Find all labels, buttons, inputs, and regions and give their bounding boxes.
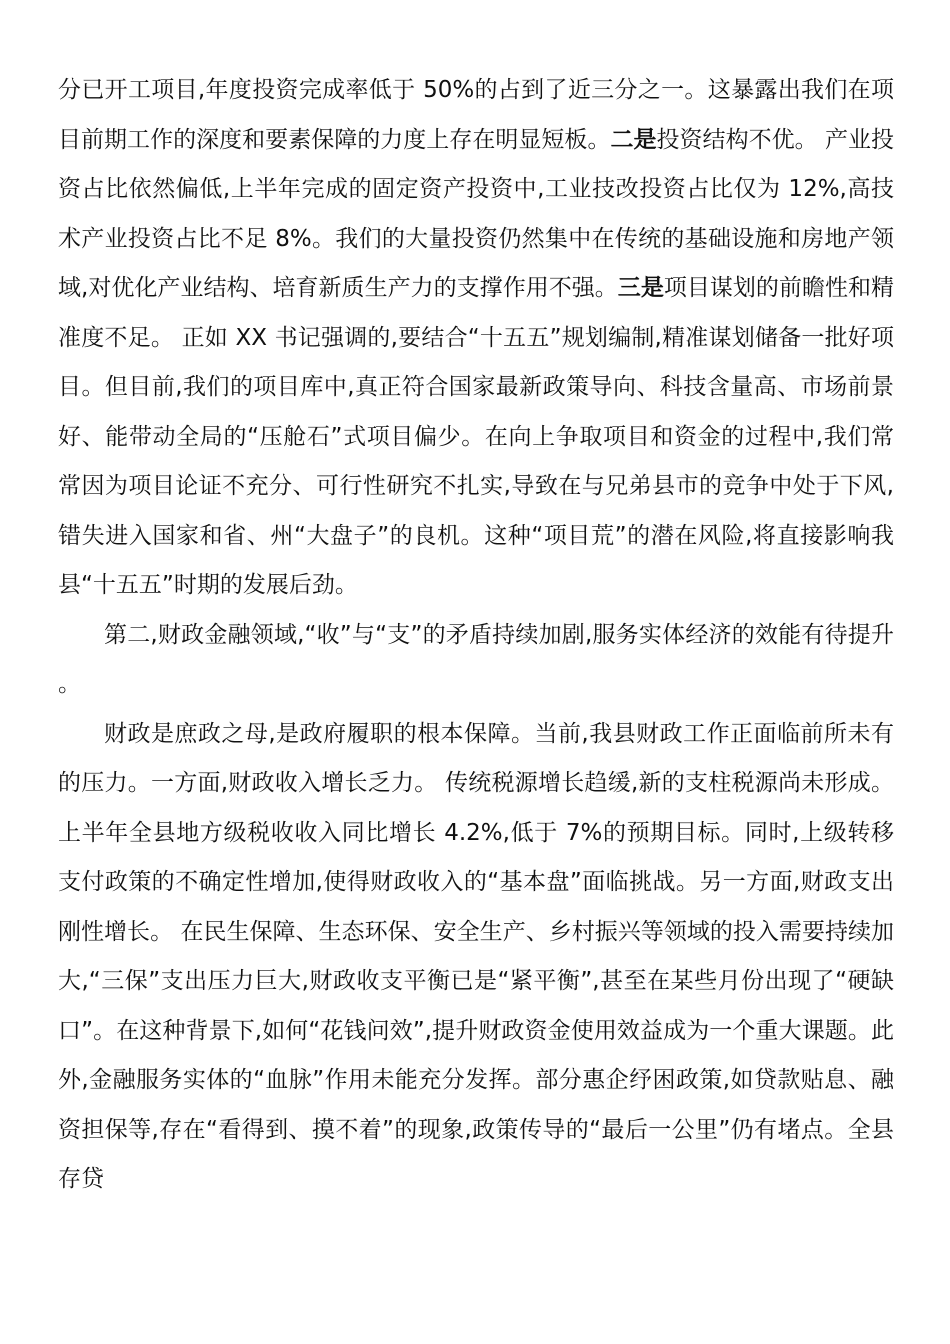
bold-marker-third: 三是	[617, 275, 664, 301]
bold-marker-second: 二是	[610, 126, 657, 153]
paragraph-finance-heading: 第二,财政金融领域,“收”与“支”的矛盾持续加剧,服务实体经济的效能有待提升。	[58, 621, 894, 697]
text-run: 投资结构不优。 产业投资占比依然偏低,上半年完成的固定资产投资中,工业技改投资占比仅为 12%,高技术产业投资占比不足 8%。我们的大量投资仍然集中在传统的基础设施和房地产领域,对优化产业结构、培育新质生产力的支撑作用不强。	[58, 126, 895, 301]
document-page	[58, 66, 894, 1205]
text-run: 项目谋划的前瞻性和精准度不足。 正如 XX 书记强调的,要结合“十五五”规划编制,精准谋划储备一批好项目。但目前,我们的项目库中,真正符合国家最新政策导向、科技含量高、市场前景好、能带动全局的“压舱石”式项目偏少。在向上争取项目和资金的过程中,我们常常因为项目论证不充分、可行性研究不扎实,导致在与兄弟县市的竞争中处于下风,错失进入国家和省、州“大盘子”的良机。这种“项目荒”的潜在风险,将直接影响我县“十五五”时期的发展后劲。	[58, 275, 895, 598]
text-run: 分已开工项目,年度投资完成率低于 50%的占到了近三分之一。这暴露出我们在项目前期工作的深度和要素保障的力度上存在明显短板。	[58, 77, 894, 153]
paragraph-project-investment	[58, 66, 894, 611]
paragraph-finance-body: 财政是庶政之母,是政府履职的根本保障。当前,我县财政工作正面临前所未有的压力。一方面,财政收入增长乏力。 传统税源增长趋缓,新的支柱税源尚未形成。上半年全县地方级税收收入同比增长 4.2%,低于 7%的预期目标。同时,上级转移支付政策的不确定性增加,使得财政收入的“基本盘”面临挑战。另一方面,财政支出刚性增长。 在民生保障、生态环保、安全生产、乡村振兴等领域的投入需要持续加大,“三保”支出压力巨大,财政收支平衡已是“紧平衡”,甚至在某些月份出现了“硬缺口”。在这种背景下,如何“花钱问效”,提升财政资金使用效益成为一个重大课题。此外,金融服务实体的“血脉”作用未能充分发挥。部分惠企纾困政策,如贷款贴息、融资担保等,存在“看得到、摸不着”的现象,政策传导的“最后一公里”仍有堵点。全县存贷	[58, 720, 894, 1192]
